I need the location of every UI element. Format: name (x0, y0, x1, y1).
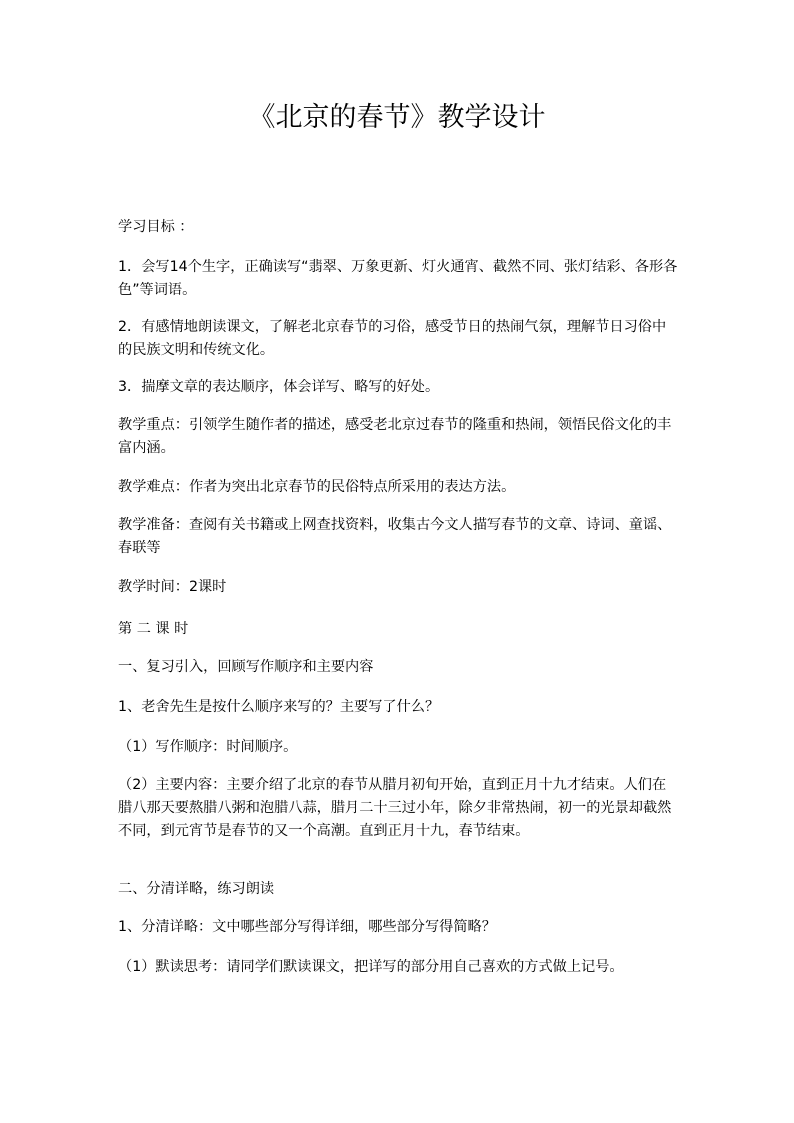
lesson-heading: 第 二 课 时 (118, 621, 189, 637)
preparation-paragraph: 教学准备：查阅有关书籍或上网查找资料，收集古今文人描写春节的文章、诗词、童谣、春联等 (118, 517, 672, 556)
teaching-time: 教学时间：2课时 (118, 579, 227, 595)
section-2-heading: 二、分清详略，练习朗读 (118, 881, 275, 897)
section-1-answer-1: （1）写作顺序：时间顺序。 (118, 739, 298, 755)
section-1-heading: 一、复习引入，回顾写作顺序和主要内容 (118, 659, 374, 675)
objective-item-3: 3．揣摩文章的表达顺序，体会详写、略写的好处。 (118, 379, 440, 395)
objective-item-1: 1．会写14个生字，正确读写“翡翠、万象更新、灯火通宵、截然不同、张灯结彩、各形各色”等词语。 (118, 259, 678, 298)
key-points-paragraph: 教学重点：引领学生随作者的描述，感受老北京过春节的隆重和热闹，领悟民俗文化的丰富内涵。 (118, 417, 672, 456)
section-1-answer-2: （2）主要内容：主要介绍了北京的春节从腊月初旬开始，直到正月十九才结束。人们在腊八那天要熬腊八粥和泡腊八蒜，腊月二十三过小年，除夕非常热闹，初一的光景却截然不同，到元宵节是春节的又一个高潮。直到正月十九，春节结束。 (118, 777, 672, 839)
difficulties-paragraph: 教学难点：作者为突出北京春节的民俗特点所采用的表达方法。 (118, 479, 516, 495)
page-title: 《北京的春节》教学设计 (248, 102, 546, 133)
objective-item-2: 2．有感情地朗读课文，了解老北京春节的习俗，感受节日的热闹气氛，理解节日习俗中的民族文明和传统文化。 (118, 319, 667, 358)
objectives-heading: 学习目标 ： (118, 219, 194, 235)
section-2-answer-1: （1）默读思考：请同学们默读课文，把详写的部分用自己喜欢的方式做上记号。 (118, 959, 624, 975)
section-2-question-1: 1、分清详略：文中哪些部分写得详细，哪些部分写得简略？ (118, 919, 496, 935)
section-1-question-1: 1、老舍先生是按什么顺序来写的？主要写了什么？ (118, 699, 440, 715)
